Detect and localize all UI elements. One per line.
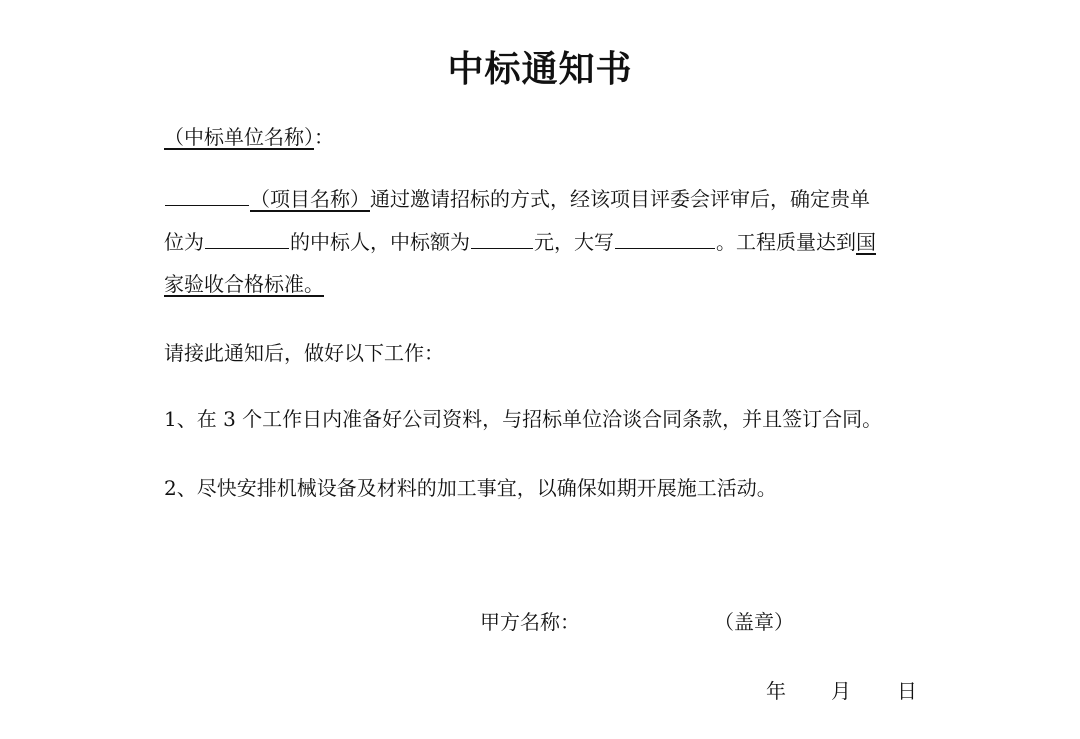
- list-item: 1、在 3 个工作日内准备好公司资料，与招标单位洽谈合同条款，并且签订合同。: [164, 407, 883, 431]
- document-title: 中标通知书: [447, 49, 633, 90]
- seal-label: （盖章）: [714, 610, 794, 634]
- recipient-line: [164, 124, 334, 150]
- paragraph-line-1: [164, 185, 870, 212]
- project-name-placeholder: （项目名称）: [250, 187, 370, 211]
- date-day-label: 日: [897, 679, 917, 703]
- winner-name-blank[interactable]: [205, 228, 289, 249]
- paragraph-line-3-text: 家验收合格标准。: [164, 272, 324, 296]
- recipient-colon: ：: [314, 125, 334, 149]
- date-month-label: 月: [831, 679, 851, 703]
- list-item: 2、尽快安排机械设备及材料的加工事宜，以确保如期开展施工活动。: [164, 476, 777, 500]
- paragraph-line-2: [164, 228, 876, 255]
- paragraph-line-1-text: 通过邀请招标的方式，经该项目评委会评审后，确定贵单: [370, 187, 870, 211]
- intro-line: 请接此通知后，做好以下工作：: [164, 341, 444, 365]
- date-year-label: 年: [766, 679, 786, 703]
- paragraph-line-2-mid3: 。工程质量达到: [716, 230, 856, 254]
- recipient-placeholder: （中标单位名称）: [164, 125, 314, 149]
- paragraph-line-2-mid1: 的中标人，中标额为: [290, 230, 470, 254]
- paragraph-line-2-mid2: 元，大写: [534, 230, 614, 254]
- amount-in-words-blank[interactable]: [615, 228, 715, 249]
- party-name-label: 甲方名称：: [480, 610, 580, 634]
- paragraph-line-2-prefix: 位为: [164, 230, 204, 254]
- project-name-blank[interactable]: [165, 185, 249, 206]
- paragraph-line-3: [164, 271, 324, 297]
- paragraph-line-2-tail: 国: [856, 230, 876, 254]
- bid-amount-blank[interactable]: [471, 228, 533, 249]
